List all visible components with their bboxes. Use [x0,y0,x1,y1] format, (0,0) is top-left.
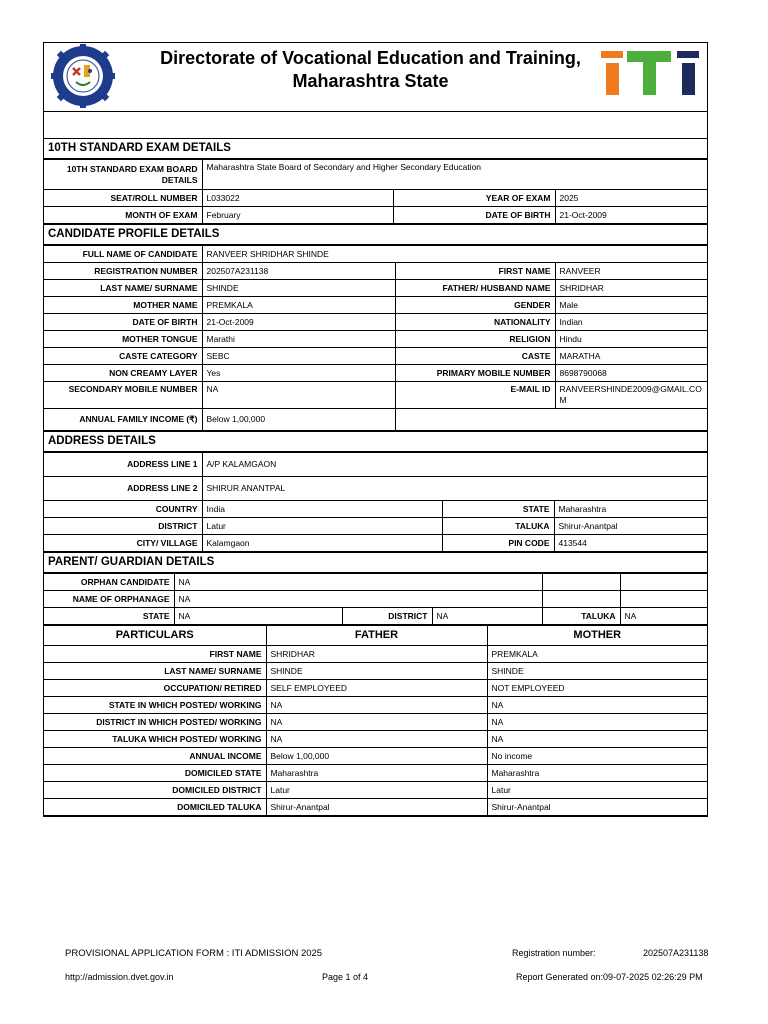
mother-cell: SHINDE [487,663,707,680]
row-label: DOMICILED STATE [44,765,266,782]
pin-label: PIN CODE [442,535,554,552]
table-row [44,409,707,431]
year-value: 2025 [555,190,707,207]
year-label: YEAR OF EXAM [393,190,555,207]
table-row [44,535,707,552]
pmobile-value: 8698790068 [555,365,707,382]
pin-value: 413544 [554,535,707,552]
fullname-label: FULL NAME OF CANDIDATE [44,246,202,263]
table-row [44,453,707,477]
exam-board-value: Maharashtra State Board of Secondary and Higher Secondary Education [202,160,707,190]
header-title-line1: Directorate of Vocational Education and Training, [160,48,581,68]
mother-cell: NA [487,697,707,714]
father-cell: Shirur-Anantpal [266,799,487,816]
table-row [44,591,707,608]
addr1-value: A/P KALAMGAON [202,453,707,477]
guardian-section-title: PARENT/ GUARDIAN DETAILS [44,552,707,573]
fullname-value: RANVEER SHRIDHAR SHINDE [202,246,707,263]
father-cell: NA [266,731,487,748]
addr2-value: SHIRUR ANANTPAL [202,477,707,501]
table-row [44,190,707,207]
mother-cell: NOT EMPLOYEED [487,680,707,697]
table-row [44,477,707,501]
empty-cell [395,409,707,431]
nationality-value: Indian [555,314,707,331]
table-row [44,348,707,365]
row-label: ANNUAL INCOME [44,748,266,765]
addr1-label: ADDRESS LINE 1 [44,453,202,477]
table-row [44,263,707,280]
blank-row [44,112,707,139]
month-label: MONTH OF EXAM [44,207,202,224]
parents-table [44,625,707,816]
addr-district-value: Latur [202,518,442,535]
caste-label: CASTE [395,348,555,365]
col-particulars: PARTICULARS [44,626,266,646]
table-row [44,663,707,680]
header-title-line2: Maharashtra State [292,71,449,91]
country-value: India [202,501,442,518]
table-row [44,246,707,263]
g-district-value: NA [432,608,542,625]
footer-reg-label: Registration number: [512,948,596,958]
row-label: LAST NAME/ SURNAME [44,663,266,680]
address-table [44,452,707,552]
ncl-value: Yes [202,365,395,382]
footer-reg-value: 202507A231138 [643,948,709,958]
mother-value: PREMKALA [202,297,395,314]
profile-dob-value: 21-Oct-2009 [202,314,395,331]
table-row [44,207,707,224]
address-section-title: ADDRESS DETAILS [44,431,707,452]
gender-label: GENDER [395,297,555,314]
table-row [44,314,707,331]
form-header [44,43,707,112]
last-value: SHINDE [202,280,395,297]
profile-dob-label: DATE OF BIRTH [44,314,202,331]
castecat-label: CASTE CATEGORY [44,348,202,365]
tongue-label: MOTHER TONGUE [44,331,202,348]
first-value: RANVEER [555,263,707,280]
email-label: E-MAIL ID [395,382,555,409]
tongue-value: Marathi [202,331,395,348]
addr-state-label: STATE [442,501,554,518]
gender-value: Male [555,297,707,314]
row-label: FIRST NAME [44,646,266,663]
castecat-value: SEBC [202,348,395,365]
orphan-value: NA [174,574,542,591]
father-value: SHRIDHAR [555,280,707,297]
table-row [44,501,707,518]
table-row [44,382,707,409]
profile-section-title: CANDIDATE PROFILE DETAILS [44,224,707,245]
row-label: DOMICILED TALUKA [44,799,266,816]
table-row [44,626,707,646]
table-row [44,518,707,535]
email-value: RANVEERSHINDE2009@GMAIL.COM [555,382,707,409]
reg-value: 202507A231138 [202,263,395,280]
father-cell: SHINDE [266,663,487,680]
table-row [44,608,707,625]
addr-taluka-label: TALUKA [442,518,554,535]
seat-value: L033022 [202,190,393,207]
mother-cell: NA [487,731,707,748]
father-cell: Maharashtra [266,765,487,782]
first-label: FIRST NAME [395,263,555,280]
reg-label: REGISTRATION NUMBER [44,263,202,280]
table-row [44,799,707,816]
last-label: LAST NAME/ SURNAME [44,280,202,297]
father-label: FATHER/ HUSBAND NAME [395,280,555,297]
application-form [43,42,708,817]
orphanage-value: NA [174,591,542,608]
row-label: DOMICILED DISTRICT [44,782,266,799]
table-row [44,280,707,297]
father-cell: Below 1,00,000 [266,748,487,765]
mother-cell: No income [487,748,707,765]
iti-logo-icon [601,51,701,97]
table-row [44,697,707,714]
father-cell: NA [266,714,487,731]
row-label: OCCUPATION/ RETIRED [44,680,266,697]
header-title [144,47,597,93]
exam-dob-value: 21-Oct-2009 [555,207,707,224]
orphanage-label: NAME OF ORPHANAGE [44,591,174,608]
exam-section-title: 10TH STANDARD EXAM DETAILS [44,139,707,159]
table-row [44,331,707,348]
footer-page-number: Page 1 of 4 [322,972,369,982]
table-row [44,574,707,591]
g-taluka-label: TALUKA [542,608,620,625]
table-row [44,680,707,697]
table-row [44,731,707,748]
table-row [44,365,707,382]
city-label: CITY/ VILLAGE [44,535,202,552]
g-state-label: STATE [44,608,174,625]
profile-table [44,245,707,431]
table-row [44,714,707,731]
dvet-emblem-icon [46,44,120,108]
mother-cell: PREMKALA [487,646,707,663]
city-value: Kalamgaon [202,535,442,552]
footer-url[interactable]: http://admission.dvet.gov.in [65,972,174,982]
religion-value: Hindu [555,331,707,348]
empty-cell [542,574,620,591]
exam-dob-label: DATE OF BIRTH [393,207,555,224]
mother-cell: Maharashtra [487,765,707,782]
income-value: Below 1,00,000 [202,409,395,431]
smobile-label: SECONDARY MOBILE NUMBER [44,382,202,409]
father-cell: SELF EMPLOYEED [266,680,487,697]
table-row [44,646,707,663]
smobile-value: NA [202,382,395,409]
col-father: FATHER [266,626,487,646]
addr-state-value: Maharashtra [554,501,707,518]
table-row [44,765,707,782]
father-cell: SHRIDHAR [266,646,487,663]
empty-cell [542,591,620,608]
country-label: COUNTRY [44,501,202,518]
exam-board-label: 10TH STANDARD EXAM BOARD DETAILS [44,160,202,190]
mother-label: MOTHER NAME [44,297,202,314]
g-state-value: NA [174,608,342,625]
month-value: February [202,207,393,224]
seat-label: SEAT/ROLL NUMBER [44,190,202,207]
addr2-label: ADDRESS LINE 2 [44,477,202,501]
father-cell: Latur [266,782,487,799]
addr-district-label: DISTRICT [44,518,202,535]
empty-cell [620,591,707,608]
g-taluka-value: NA [620,608,707,625]
nationality-label: NATIONALITY [395,314,555,331]
row-label: STATE IN WHICH POSTED/ WORKING [44,697,266,714]
table-row [44,160,707,190]
table-row [44,297,707,314]
g-district-label: DISTRICT [342,608,432,625]
table-row [44,782,707,799]
table-row [44,748,707,765]
caste-value: MARATHA [555,348,707,365]
pmobile-label: PRIMARY MOBILE NUMBER [395,365,555,382]
father-cell: NA [266,697,487,714]
row-label: TALUKA WHICH POSTED/ WORKING [44,731,266,748]
religion-label: RELIGION [395,331,555,348]
mother-cell: Shirur-Anantpal [487,799,707,816]
addr-taluka-value: Shirur-Anantpal [554,518,707,535]
guardian-table [44,573,707,625]
exam-table [44,159,707,224]
empty-cell [620,574,707,591]
row-label: DISTRICT IN WHICH POSTED/ WORKING [44,714,266,731]
ncl-label: NON CREAMY LAYER [44,365,202,382]
footer-form-title: PROVISIONAL APPLICATION FORM : ITI ADMISSION 2025 [65,948,323,959]
mother-cell: NA [487,714,707,731]
orphan-label: ORPHAN CANDIDATE [44,574,174,591]
income-label: ANNUAL FAMILY INCOME (₹) [44,409,202,431]
footer-generated: Report Generated on:09-07-2025 02:26:29 PM [516,972,703,982]
mother-cell: Latur [487,782,707,799]
col-mother: MOTHER [487,626,707,646]
